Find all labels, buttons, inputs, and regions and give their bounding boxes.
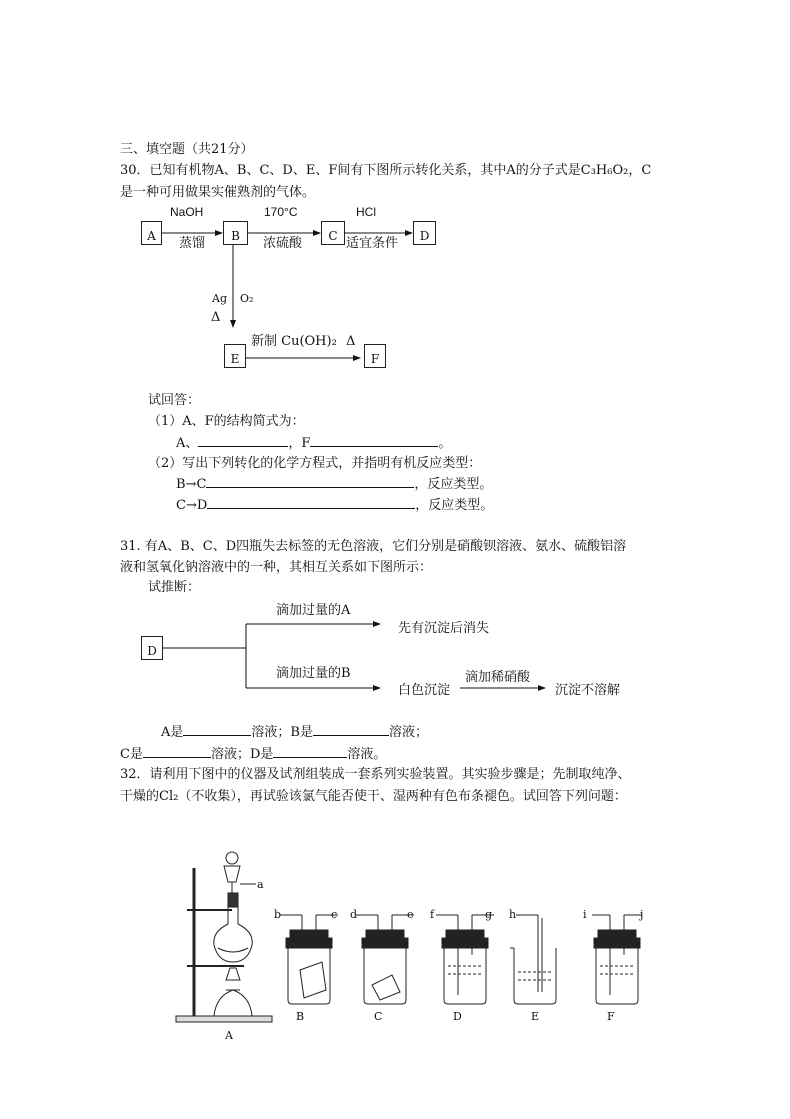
box-d: D (413, 221, 436, 245)
sub2-cd-line: C→D ，反应类型。 (176, 498, 494, 513)
result-a: 先有沉淀后消失 (398, 621, 490, 636)
label-ag: Ag (212, 292, 227, 305)
port-b: b (274, 908, 282, 921)
beaker-e (510, 915, 556, 1004)
label-cuoh2: 新制 Cu(OH)₂ (251, 334, 337, 349)
q30-line1: 30．已知有机物A、B、C、D、E、F间有下图所示转化关系，其中A的分子式是C₃H₆O₂，C (120, 163, 652, 178)
label-delta-be: Δ (211, 310, 221, 325)
port-c: c (331, 908, 338, 921)
answer-intro: 试回答： (148, 393, 201, 408)
label-apparatus-a: A (225, 1029, 233, 1042)
bottle-f (592, 915, 642, 1004)
blank-cd[interactable] (207, 496, 415, 509)
label-naoh: NaOH (170, 205, 204, 219)
sub2-bc-line: B→C ，反应类型。 (176, 477, 493, 492)
blank-bc[interactable] (206, 475, 414, 488)
blank-d-q31[interactable] (273, 745, 347, 758)
q31-answer-line2: C是 溶液；D是 溶液。 (120, 747, 387, 762)
port-f: f (430, 908, 435, 921)
port-i: i (583, 908, 587, 921)
bottle-b (280, 915, 338, 1004)
port-e: e (407, 908, 414, 921)
result-b2: 沉淀不溶解 (555, 683, 621, 698)
bottle-c (356, 915, 414, 1004)
label-apparatus-d: D (453, 1010, 462, 1023)
blank-c-q31[interactable] (143, 745, 211, 758)
label-apparatus-f: F (607, 1010, 615, 1023)
box-b: B (223, 221, 248, 245)
result-b1: 白色沉淀 (398, 683, 451, 698)
port-j: j (640, 908, 644, 921)
section-title: 三、填空题（共21分） (120, 142, 254, 157)
sub1-text: （1）A、F的结构简式为： (148, 414, 305, 429)
box-f: F (364, 344, 386, 368)
port-a: a (257, 878, 264, 891)
bottle-d (436, 915, 494, 1004)
stand-base (176, 1016, 272, 1022)
blank-b-q31[interactable] (313, 723, 389, 736)
label-apparatus-c: C (374, 1010, 383, 1023)
box-e: E (224, 344, 246, 368)
q31-answer-line1: A是 溶液；B是 溶液； (161, 725, 428, 740)
branch-a-label: 滴加过量的A (276, 603, 351, 618)
port-h: h (509, 908, 517, 921)
q31-infer: 试推断： (148, 580, 201, 595)
q32-line2: 干燥的Cl₂（不收集），再试验该氯气能否使干、湿两种有色布条褪色。试回答下列问题： (120, 789, 627, 804)
label-o2: O₂ (240, 292, 254, 305)
port-d: d (350, 908, 358, 921)
box-a: A (141, 221, 162, 245)
q31-line1: 31. 有A、B、C、D四瓶失去标签的无色溶液，它们分别是硝酸钡溶液、氨水、硫酸铝溶 (120, 539, 627, 554)
label-suitable: 适宜条件 (346, 236, 399, 251)
q32-line1: 32．请利用下图中的仪器及试剂组装成一套系列实验装置。其实验步骤是；先制取纯净、 (120, 767, 631, 782)
blank-a-q31[interactable] (183, 723, 251, 736)
q31-line2: 液和氢氧化钠溶液中的一种，其相互关系如下图所示： (120, 560, 433, 575)
blank-a[interactable] (198, 434, 288, 447)
label-170c: 170°C (264, 205, 298, 219)
label-delta-ef: Δ (346, 334, 356, 349)
q30-line2: 是一种可用做果实催熟剂的气体。 (120, 185, 316, 200)
label-apparatus-b: B (296, 1010, 305, 1023)
nitric-label: 滴加稀硝酸 (465, 670, 531, 685)
sub1-answer-line: A、 ，F 。 (176, 436, 452, 451)
blank-f[interactable] (310, 434, 438, 447)
box-d-q31: D (141, 636, 163, 660)
box-c: C (321, 221, 345, 245)
port-g: g (485, 908, 493, 921)
label-hcl: HCl (356, 205, 376, 219)
label-h2so4: 浓硫酸 (263, 236, 303, 251)
label-apparatus-e: E (531, 1010, 540, 1023)
sub2-text: （2）写出下列转化的化学方程式，并指明有机反应类型： (148, 456, 482, 471)
apparatus-drawing (176, 852, 642, 1022)
branch-b-label: 滴加过量的B (276, 666, 351, 681)
label-distill: 蒸馏 (179, 236, 206, 251)
